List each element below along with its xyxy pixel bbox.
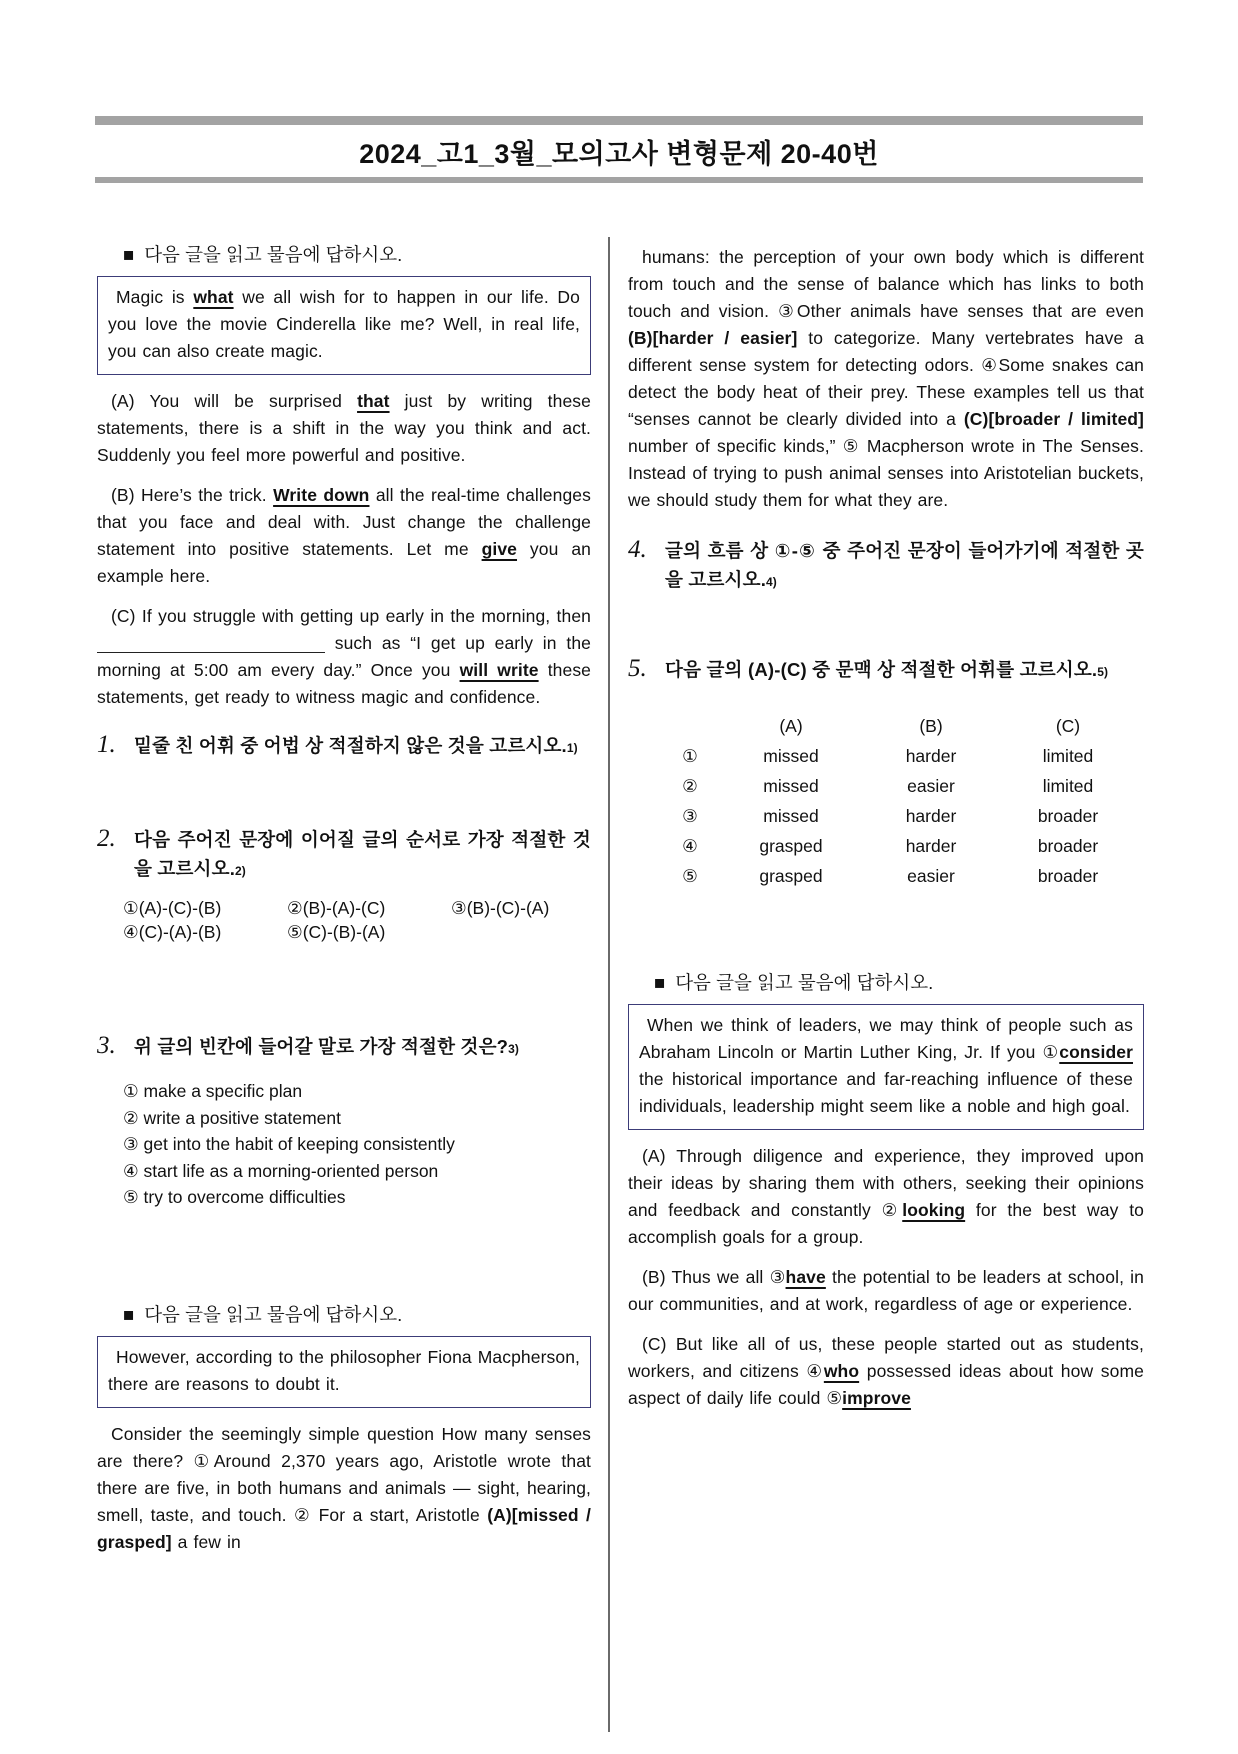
question-5-number: 5.	[628, 655, 647, 682]
question-5-footnote: 5)	[1097, 665, 1108, 679]
question-3-footnote: 3)	[508, 1042, 519, 1056]
option-item: ③(B)-(C)-(A)	[451, 898, 550, 918]
table-cell: ④	[682, 835, 698, 856]
question-4	[628, 536, 1144, 597]
table-cell: easier	[907, 865, 955, 886]
table-cell: ②	[682, 775, 698, 796]
question-5-text	[665, 655, 1108, 687]
passage3-box	[628, 1004, 1144, 1130]
table-header-cell: (A)	[779, 715, 803, 736]
table-header-cell: (B)	[919, 715, 943, 736]
question-2-text	[134, 825, 591, 886]
question-2-footnote: 2)	[235, 864, 246, 878]
passage2-box	[97, 1336, 591, 1408]
question-5	[628, 655, 1144, 687]
header-rule-bottom	[95, 177, 1143, 183]
option-item: ③ get into the habit of keeping consistently	[123, 1134, 455, 1154]
table-row	[658, 831, 1134, 861]
option-item: ⑤(C)-(B)-(A)	[287, 922, 386, 942]
table-row	[658, 801, 1134, 831]
section-prompt-text: 다음 글을 읽고 물음에 답하시오.	[144, 244, 403, 265]
question-3-text-main: 위 글의 빈칸에 들어갈 말로 가장 적절한 것은?	[134, 1036, 509, 1057]
passage1-para-a: (A) You will be surprised that just by writing these statements, there is a shift in the way you think and act. Suddenly you feel more powerful and positive.	[97, 391, 591, 465]
question-3-options	[97, 1078, 591, 1211]
option-item: ② write a positive statement	[123, 1107, 341, 1128]
question-3-number: 3.	[97, 1032, 116, 1059]
passage3-para-a: (A) Through diligence and experience, they improved upon their ideas by sharing them with others, seeking their opinions and feedback and constantly ②looking for the best way to accomplish goals for a group.	[628, 1146, 1144, 1247]
table-row	[658, 771, 1134, 801]
passage3-box-text: When we think of leaders, we may think of people such as Abraham Lincoln or Martin Luther King, Jr. If you ①consider the historical importance and far-reaching influence of these individuals, leadership might seem like a noble and high goal.	[639, 1015, 1133, 1116]
question-1-text-main: 밑줄 친 어휘 중 어법 상 적절하지 않은 것을 고르시오.	[134, 735, 567, 756]
table-row	[658, 861, 1134, 891]
table-cell: limited	[1042, 745, 1094, 766]
choice-table	[658, 711, 1134, 891]
table-cell: broader	[1037, 865, 1099, 886]
table-cell: harder	[905, 745, 957, 766]
question-4-text-main: 글의 흐름 상 ①-⑤ 중 주어진 문장이 들어가기에 적절한 곳을 고르시오.	[665, 540, 1144, 590]
question-2-options	[97, 896, 591, 944]
passage2-para-right: humans: the perception of your own body which is different from touch and the sense of balance which has links to both touch and vision. ③Other animals have senses that are even (B)[harder / easier] to categorize. Many vertebrates have a different sense system for detecting odors. ④Some snakes can detect the body heat of their prey. These examples tell us that “senses cannot be clearly divided into a (C)[broader / limited] number of specific kinds,” ⑤ Macpherson wrote in The Senses. Instead of trying to push animal senses into Aristotelian buckets, we should study them for what they are.	[628, 247, 1144, 510]
table-cell: missed	[763, 805, 819, 826]
option-item: ④(C)-(A)-(B)	[123, 922, 222, 942]
question-2	[97, 825, 591, 886]
table-cell: limited	[1042, 775, 1094, 796]
passage1-para-b: (B) Here’s the trick. Write down all the real-time challenges that you face and deal with. Just change the challenge statement into positive statements. Let me give you an example here.	[97, 485, 591, 586]
section-prompt-text: 다음 글을 읽고 물음에 답하시오.	[675, 972, 934, 993]
page-title: 2024_고1_3월_모의고사 변형문제 20-40번	[359, 139, 879, 169]
question-1-number: 1.	[97, 731, 116, 758]
section-prompt-2	[97, 1303, 591, 1327]
question-2-text-main: 다음 주어진 문장에 이어질 글의 순서로 가장 적절한 것을 고르시오.	[134, 829, 591, 879]
question-5-text-main: 다음 글의 (A)-(C) 중 문맥 상 적절한 어휘를 고르시오.	[665, 659, 1098, 680]
table-cell: grasped	[759, 865, 823, 886]
column-divider	[608, 237, 610, 1732]
passage2-para-left: Consider the seemingly simple question How many senses are there? ①Around 2,370 years ago, Aristotle wrote that there are five, in both humans and animals — sight, hearing, smell, taste, and touch. ② For a start, Aristotle (A)[missed / grasped] a few in	[97, 1423, 591, 1552]
black-square-marker: ■	[654, 972, 666, 993]
table-cell: broader	[1037, 805, 1099, 826]
section-prompt-text: 다음 글을 읽고 물음에 답하시오.	[144, 1303, 403, 1325]
black-square-marker: ■	[123, 244, 135, 265]
passage3-para-b: (B) Thus we all ③have the potential to be leaders at school, in our communities, and at work, regardless of age or experience.	[628, 1267, 1144, 1314]
table-cell: missed	[763, 775, 819, 796]
header-rule-top	[95, 116, 1143, 125]
question-3	[97, 1032, 591, 1064]
question-1-text	[134, 731, 578, 763]
passage1-para-c: (C) If you struggle with getting up early in the morning, then such as “I get up early in the morning at 5:00 am every day.” Once you will write these statements, get ready to witness magic and confidence.	[97, 606, 592, 707]
table-cell: ①	[682, 745, 698, 766]
table-cell: broader	[1037, 835, 1099, 856]
passage1-box-text: Magic is what we all wish for to happen in our life. Do you love the movie Cinderella like me? Well, in real life, you can also create magic.	[108, 287, 580, 361]
table-header-row	[658, 711, 1134, 741]
option-item: ① make a specific plan	[123, 1081, 303, 1101]
table-row	[658, 741, 1134, 771]
option-item: ④ start life as a morning-oriented person	[123, 1160, 439, 1181]
passage2-box-text: However, according to the philosopher Fiona Macpherson, there are reasons to doubt it.	[108, 1346, 580, 1394]
option-item: ②(B)-(A)-(C)	[287, 898, 386, 918]
content-columns	[97, 237, 1238, 1732]
table-cell: ⑤	[682, 865, 698, 886]
question-3-text	[134, 1032, 519, 1064]
section-prompt-1	[97, 243, 591, 267]
right-column	[628, 237, 1144, 1732]
table-cell: grasped	[759, 835, 823, 856]
page-header	[0, 116, 1238, 183]
table-cell: harder	[905, 835, 957, 856]
question-1-footnote: 1)	[566, 741, 578, 755]
section-prompt-3	[628, 971, 1144, 995]
passage3-para-c: (C) But like all of us, these people started out as students, workers, and citizens ④who possessed ideas about how some aspect of daily life could ⑤improve	[628, 1334, 1144, 1408]
table-cell: ③	[682, 805, 698, 826]
table-cell: easier	[907, 775, 955, 796]
passage1-box	[97, 276, 591, 375]
question-4-footnote: 4)	[766, 575, 777, 589]
table-header-cell: (C)	[1055, 715, 1081, 736]
option-item: ①(A)-(C)-(B)	[123, 898, 222, 918]
question-4-text	[665, 536, 1144, 597]
question-4-number: 4.	[628, 536, 647, 563]
question-1	[97, 731, 591, 763]
table-cell: harder	[905, 805, 957, 826]
question-2-number: 2.	[97, 825, 116, 852]
left-column	[97, 237, 591, 1732]
table-header-cell	[658, 711, 722, 741]
table-cell: missed	[763, 745, 819, 766]
option-item: ⑤ try to overcome difficulties	[123, 1187, 346, 1207]
black-square-marker: ■	[123, 1303, 135, 1325]
